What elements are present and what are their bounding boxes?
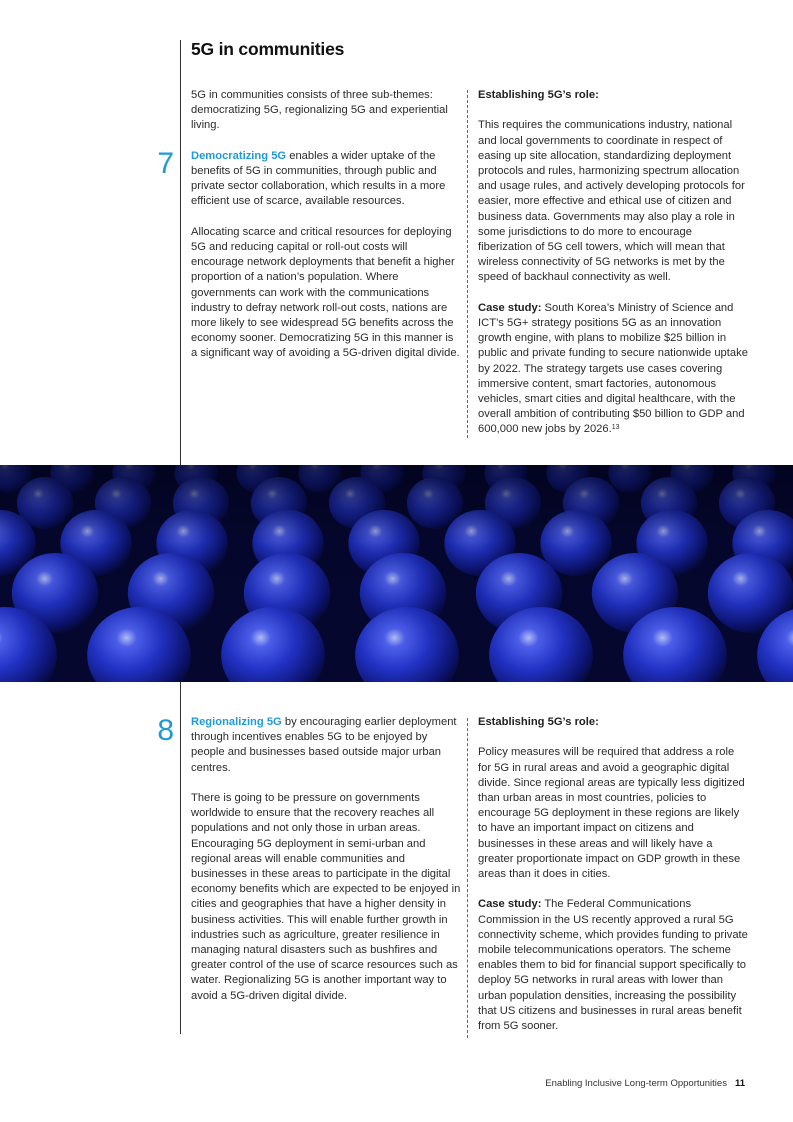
block7-role-heading: Establishing 5G’s role:: [478, 89, 599, 101]
left-rule-top: [180, 40, 181, 465]
block8-role-heading: Establishing 5G’s role:: [478, 716, 599, 728]
block8-right-column: [478, 715, 748, 1049]
page-number: 11: [734, 1078, 745, 1089]
blue-spheres-image: [0, 465, 793, 682]
block8-left-column: [191, 715, 463, 1019]
block7-intro: 5G in communities consists of three sub-themes: democratizing 5G, regionalizing 5G and experiential living.: [191, 89, 448, 132]
block7-para1-text: enables a wider uptake of the benefits of 5G in communities, through public and private sector collaboration, which results in a more efficient use of scarce, available resources.: [191, 149, 446, 208]
left-rule-bottom: [180, 682, 181, 1034]
section-number-7: 7: [157, 147, 174, 180]
block8-case-text: The Federal Communications Commission in the US recently approved a rural 5G connectivity scheme, which provides funding to private mobile telecommunications operators. The scheme enables them to bid for financial support specifically to deploy 5G networks in rural areas with lower than urban population densities, increasing the possibility that US citizens and businesses in rural areas benefit from 5G sooner.: [478, 898, 748, 1033]
block7-case-label: Case study:: [478, 301, 542, 314]
block8-para1: [191, 715, 463, 776]
block8-para1-text: by encouraging earlier deployment through incentives enables 5G to be enjoyed by people and businesses based outside major urban centres.: [191, 716, 457, 774]
block7-para1: [191, 149, 461, 210]
block8-role-text: Policy measures will be required that address a role for 5G in rural areas and avoid a geographic digital divide. Since regional areas are typically less digitized than urban areas in most countries, policies to encourage 5G deployment in these regions are likely to have an important impact on citizens and businesses in these areas and will likely have a greater proportionate impact on GDP growth in these areas than it does in cities.: [478, 746, 745, 881]
block7-role-text: This requires the communications industry, national and local governments to coordinate in respect of easing up site allocation, standardizing deployment protocols and rules, harmonizing spectrum allocation and usage rules, and actively developing protocols for easier, more effective and ethical use of citizen and business data. Governments may also play a role in some jurisdictions to do more to encourage fiberization of 5G cell towers, which will mean that wireless connectivity of 5G networks is met by the speed of backhaul connectivity as well.: [478, 119, 745, 284]
page-title: 5G in communities: [191, 39, 345, 59]
footer-title: Enabling Inclusive Long-term Opportunities: [545, 1078, 727, 1089]
block7-left-column: [191, 88, 461, 377]
block8-case-study: [478, 897, 748, 1034]
regionalizing-highlight: Regionalizing 5G: [191, 716, 282, 728]
middle-rule-bottom: [467, 718, 468, 1038]
middle-rule-top: [467, 90, 468, 438]
page-footer: [545, 1078, 745, 1089]
footnote-13: 13: [611, 424, 620, 432]
section-number-8: 8: [157, 714, 174, 747]
block7-case-text: South Korea’s Ministry of Science and ICT’s 5G+ strategy positions 5G as an innovation growth engine, with plans to mobilize $25 billion in public and private funding to secure nationwide uptake by 2022. The strategy targets use cases covering immersive content, smart factories, autonomous vehicles, smart cities and digital healthcare, with the overall ambition of contributing $50 billion to GDP and 600,000 new jobs by 2026.: [478, 301, 748, 436]
block8-case-label: Case study:: [478, 898, 542, 911]
democratizing-highlight: Democratizing 5G: [191, 149, 287, 162]
block8-para2: There is going to be pressure on governments worldwide to ensure that the recovery reaches all populations and not only those in urban areas. Encouraging 5G deployment in semi-urban and regional areas will enable communities and businesses in these areas to participate in the digital economy benefits which are expected to be enjoyed in cities and geographies that have a higher density in business activities. This will enable further growth in industries such as agriculture, greater resilience in managing natural disasters such as bushfires and greater control of the use of scarce resources such as water. Regionalizing 5G is another important way to avoid a 5G-driven digital divide.: [191, 792, 461, 1002]
blue-spheres-banner: [0, 465, 793, 682]
block7-case-study: [478, 301, 748, 438]
block7-para2: Allocating scarce and critical resources for deploying 5G and reducing capital or roll-out costs will encourage network deployments that benefit a higher proportion of a nation’s population. Where governments can work with the communications industry to defray network roll-out costs, nations are more likely to see widespread 5G benefits across the economy sooner. Democratizing 5G in this manner is a significant way of avoiding a 5G-driven digital divide.: [191, 225, 460, 360]
block7-right-column: [478, 88, 748, 453]
